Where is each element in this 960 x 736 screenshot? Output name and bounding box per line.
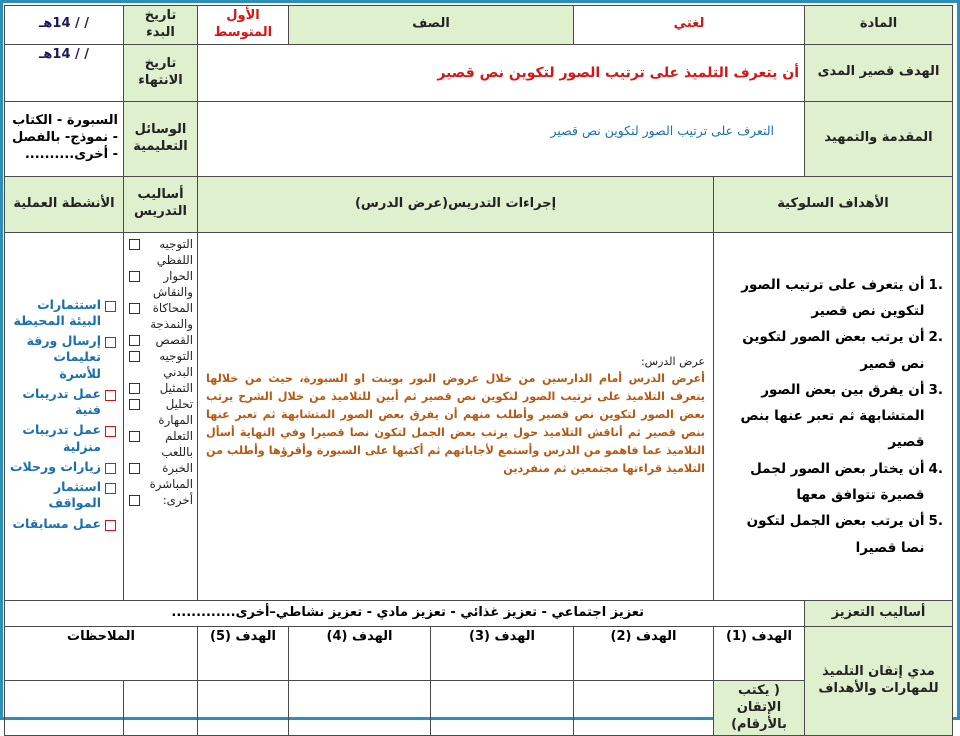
short-goal-label: الهدف قصير المدى [805, 44, 953, 101]
checkbox-icon[interactable] [129, 271, 140, 282]
checkbox-icon[interactable] [129, 351, 140, 362]
objectives-cell [714, 232, 953, 600]
method-item: الحوار والنقاش [128, 268, 193, 300]
objective-item: .1 أن يتعرف على ترتيب الصور لتكوين نص قصير [741, 276, 944, 319]
reinforcement-label: أساليب التعزيز [805, 600, 953, 626]
start-date-label: تاريخ البدء [124, 6, 198, 45]
checkbox-icon[interactable] [105, 337, 116, 348]
activity-item: إرسال ورقة تعليمات للأسرة [10, 333, 116, 382]
checkbox-icon[interactable] [105, 301, 116, 312]
activities-header: الأنشطة العملية [5, 176, 124, 232]
procedures-cell [198, 232, 714, 600]
procedures-header: إجراءات التدريس(عرض الدرس) [198, 176, 714, 232]
method-item: التوجيه اللفظي [128, 236, 193, 268]
goal-3-value[interactable] [289, 680, 431, 736]
checkbox-icon[interactable] [129, 335, 140, 346]
reinforcement-value: تعزيز اجتماعي - تعزيز غذائي - تعزيز مادي - تعزيز نشاطي–أخرى............. [5, 600, 805, 626]
activity-item: عمل مسابقات [10, 516, 116, 532]
goal-2: الهدف (2) [574, 626, 714, 680]
checkbox-icon[interactable] [129, 239, 140, 250]
methods-cell [124, 232, 198, 600]
checkbox-icon[interactable] [129, 495, 140, 506]
checkbox-icon[interactable] [129, 399, 140, 410]
method-item: التعلم باللعب [128, 428, 193, 460]
activity-item: زيارات ورحلات [10, 459, 116, 475]
short-goal-value: أن يتعرف التلميذ على ترتيب الصور لتكوين نص قصير [198, 44, 805, 101]
procedures-text: أعرض الدرس أمام الدارسين من خلال عروض البور بوينت او السبورة، حيث من خلالها يتعرف التلاميذ على ترتيب الصور لتكوين نص قصير ثم أبين للتلاميذ من خلال الشرح يرتب بعض الصور لتكوين نص قصير وأطلب منهم أن يفرق بعض الصور المتشابهة ثم تعبر عنها بنص قصير ثم أناقش التلاميذ حول يرتب بعض الجمل لتكون نصا قصيرا وفي النهاية أسأل التلاميذ عما فاهمو من الدرس وأستمع لأجاباتهم ثم أكتبها على السبورة وأقرؤها وأطلب من التلاميذ قراءتها مجتمعين ثم منفردين [206, 372, 706, 475]
method-item: تحليل المهارة [128, 396, 193, 428]
checkbox-icon[interactable] [105, 520, 116, 531]
objective-item: .2 أن يرتب بعض الصور لتكوين نص قصير [742, 329, 944, 372]
objective-item: .5 أن يرتب بعض الجمل لتكون نصا قصيرا [746, 513, 944, 556]
end-date-label: تاريخ الانتهاء [124, 44, 198, 101]
checkbox-icon[interactable] [129, 463, 140, 474]
subject-value: لغتي [574, 6, 805, 45]
checkbox-icon[interactable] [129, 383, 140, 394]
activity-item: استثمار المواقف [10, 479, 116, 512]
activities-cell [5, 232, 124, 600]
checkbox-icon[interactable] [105, 463, 116, 474]
activity-item: استثمارات البيئة المحيطة [10, 297, 116, 330]
objective-item: .4 أن يختار بعض الصور لجمل قصيرة تتوافق معها [750, 460, 944, 504]
method-item: أخرى: [128, 492, 193, 508]
goal-4-value[interactable] [198, 680, 289, 736]
intro-value: التعرف على ترتيب الصور لتكوين نص قصير [198, 101, 805, 176]
method-item: التمثيل [128, 380, 193, 396]
aids-value: السبورة - الكتاب - نموذج- بالفصل - أخرى.......... [5, 101, 124, 176]
checkbox-icon[interactable] [129, 303, 140, 314]
goal-5-value[interactable] [124, 680, 198, 736]
method-item: الخبرة المباشرة [128, 460, 193, 492]
mastery-label: مدي إتقان التلميذ للمهارات والأهداف [805, 626, 953, 736]
methods-list [128, 236, 193, 509]
lesson-plan-table [4, 5, 953, 736]
goal-5: الهدف (5) [198, 626, 289, 680]
activity-item: عمل تدريبات منزلية [10, 422, 116, 455]
goal-4: الهدف (4) [289, 626, 431, 680]
procedures-title: عرض الدرس: [640, 354, 706, 368]
class-value: الأول المتوسط [198, 6, 289, 45]
goal-3: الهدف (3) [431, 626, 574, 680]
checkbox-icon[interactable] [105, 390, 116, 401]
goal-1-value[interactable] [574, 680, 714, 736]
end-date-value: / / 14هـ [5, 44, 124, 101]
notes-value[interactable] [5, 680, 124, 736]
aids-label: الوسائل التعليمية [124, 101, 198, 176]
activity-item: عمل تدريبات فنية [10, 386, 116, 419]
method-item: المحاكاة والنمذجة [128, 300, 193, 332]
checkbox-icon[interactable] [105, 426, 116, 437]
objectives-header: الأهداف السلوكية [714, 176, 953, 232]
goal-2-value[interactable] [431, 680, 574, 736]
intro-label: المقدمة والتمهيد [805, 101, 953, 176]
write-mastery-label: ( يكتب الإتقان بالأرقام) [714, 680, 805, 736]
activities-list [10, 297, 118, 532]
objective-item: .3 أن يفرق بين بعض الصور المتشابهة ثم تعبر عنها بنص قصير [740, 381, 944, 451]
class-label: الصف [289, 6, 574, 45]
checkbox-icon[interactable] [105, 483, 116, 494]
subject-label: المادة [805, 6, 953, 45]
checkbox-icon[interactable] [129, 431, 140, 442]
notes-label: الملاحظات [5, 626, 198, 680]
methods-header: أساليب التدريس [124, 176, 198, 232]
start-date-value: / / 14هـ [5, 6, 124, 45]
objectives-list [719, 272, 947, 561]
method-item: القصص [128, 332, 193, 348]
goal-1: الهدف (1) [714, 626, 805, 680]
method-item: التوجيه البدني [128, 348, 193, 380]
